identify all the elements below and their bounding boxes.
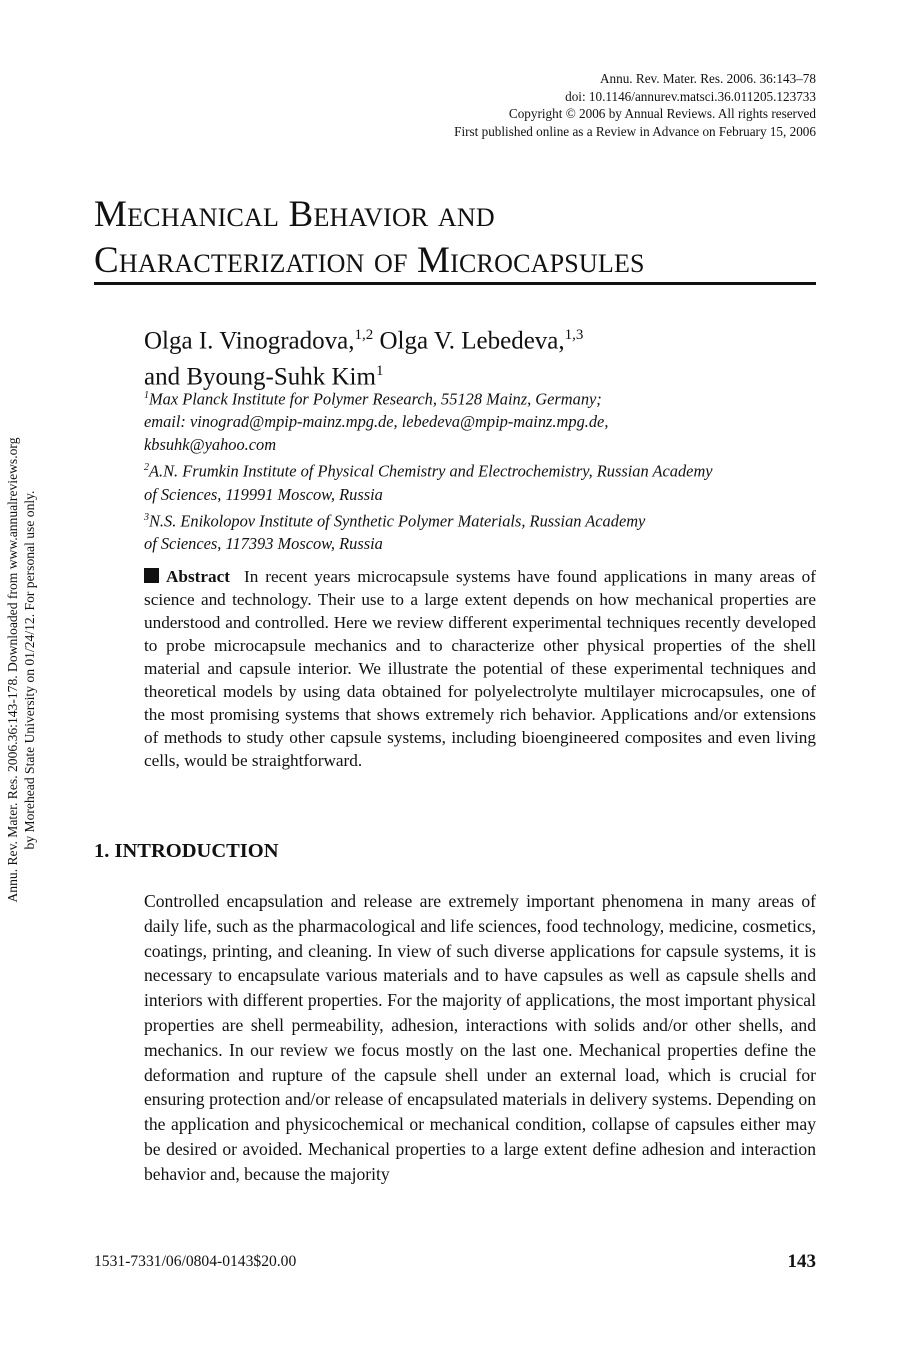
title-line-1: Mechanical Behavior and <box>94 194 495 235</box>
author-name: Olga V. Lebedeva, <box>373 327 565 355</box>
abstract-label: Abstract <box>166 567 230 586</box>
published-online-line: First published online as a Review in Advance on February 15, 2006 <box>454 123 816 139</box>
affiliation-marker: 3 <box>144 511 149 523</box>
title-rule <box>94 282 816 285</box>
author-name: Olga I. Vinogradova, <box>144 327 355 355</box>
affiliation-email: email: vinograd@mpip-mainz.mpg.de, lebedeva@mpip-mainz.mpg.de, <box>144 412 609 432</box>
watermark-line-2: by Morehead State University on 01/24/12. For personal use only. <box>22 490 37 850</box>
copyright-line: Copyright © 2006 by Annual Reviews. All rights reserved <box>508 106 816 122</box>
section-heading: 1. INTRODUCTION <box>94 840 279 862</box>
affiliation-marker: 2 <box>144 462 149 474</box>
author-list <box>144 320 583 393</box>
abstract-paragraph <box>144 565 816 772</box>
affiliation-text: A.N. Frumkin Institute of Physical Chemistry and Electrochemistry, Russian Academy <box>149 461 713 481</box>
affiliation-text: of Sciences, 119991 Moscow, Russia <box>144 484 383 504</box>
title-line-2: Characterization of Microcapsules <box>94 240 645 281</box>
affiliation-text: N.S. Enikolopov Institute of Synthetic Polymer Materials, Russian Academy <box>149 511 646 531</box>
paper-title <box>94 192 645 284</box>
introduction-paragraph: Controlled encapsulation and release are extremely important phenomena in many areas of daily life, such as the pharmacological and life sciences, food technology, medicine, cosmetics, coatings, printing, and cleaning. In view of such diverse applications for capsule systems, it is necessary to encapsulate various materials and to have capsules as well as capsule shells and interiors with different properties. For the majority of applications, the most important physical properties are shell permeability, adhesion, interactions with solids and/or other shells, and mechanics. In our review we focus mostly on the last one. Mechanical properties define the deformation and rupture of the capsule shell under an external load, which is crucial for ensuring protection and/or release of encapsulated materials in delivery systems. Depending on the application and physicochemical or mechanical condition, collapse of capsules either may be desired or avoided. Mechanical properties to a large extent define adhesion and interaction behavior and, because the majority <box>144 891 816 1184</box>
black-square-icon <box>144 568 159 583</box>
citation-line: Annu. Rev. Mater. Res. 2006. 36:143–78 <box>600 71 816 86</box>
footer-issn: 1531-7331/06/0804-0143$20.00 <box>94 1253 297 1270</box>
doi-line: doi: 10.1146/annurev.matsci.36.011205.123733 <box>565 88 816 104</box>
journal-citation <box>454 70 816 140</box>
watermark-line-1: Annu. Rev. Mater. Res. 2006.36:143-178. Downloaded from www.annualreviews.org <box>5 437 20 903</box>
download-watermark <box>4 380 38 960</box>
author-affiliation-marker: 1,3 <box>564 327 584 343</box>
affiliation-text: of Sciences, 117393 Moscow, Russia <box>144 534 383 554</box>
abstract-text: In recent years microcapsule systems have found applications in many areas of science and technology. Their use to a large extent depends on how mechanical properties are understood and controlled. Here we review different experimental techniques recently developed to probe microcapsule mechanics and to characterize other physical properties of the shell material and capsule interior. We illustrate the potential of these experimental techniques and theoretical models by using data obtained for polyelectrolyte multilayer microcapsules, one of the most promising systems that shows extremely rich behavior. Applications and/or extensions of methods to study other capsule systems, including bioengineered composites and even living cells, would be straightforward. <box>144 567 816 770</box>
author-affiliation-marker: 1,2 <box>354 327 374 343</box>
author-affiliation-marker: 1 <box>375 363 384 380</box>
page-number: 143 <box>787 1251 816 1272</box>
affiliation-marker: 1 <box>144 390 149 401</box>
author-name: and Byoung-Suhk Kim <box>144 363 376 391</box>
affiliation-email: kbsuhk@yahoo.com <box>144 435 277 455</box>
affiliation-text: Max Planck Institute for Polymer Research, 55128 Mainz, Germany; <box>149 389 602 409</box>
affiliations <box>144 384 824 555</box>
